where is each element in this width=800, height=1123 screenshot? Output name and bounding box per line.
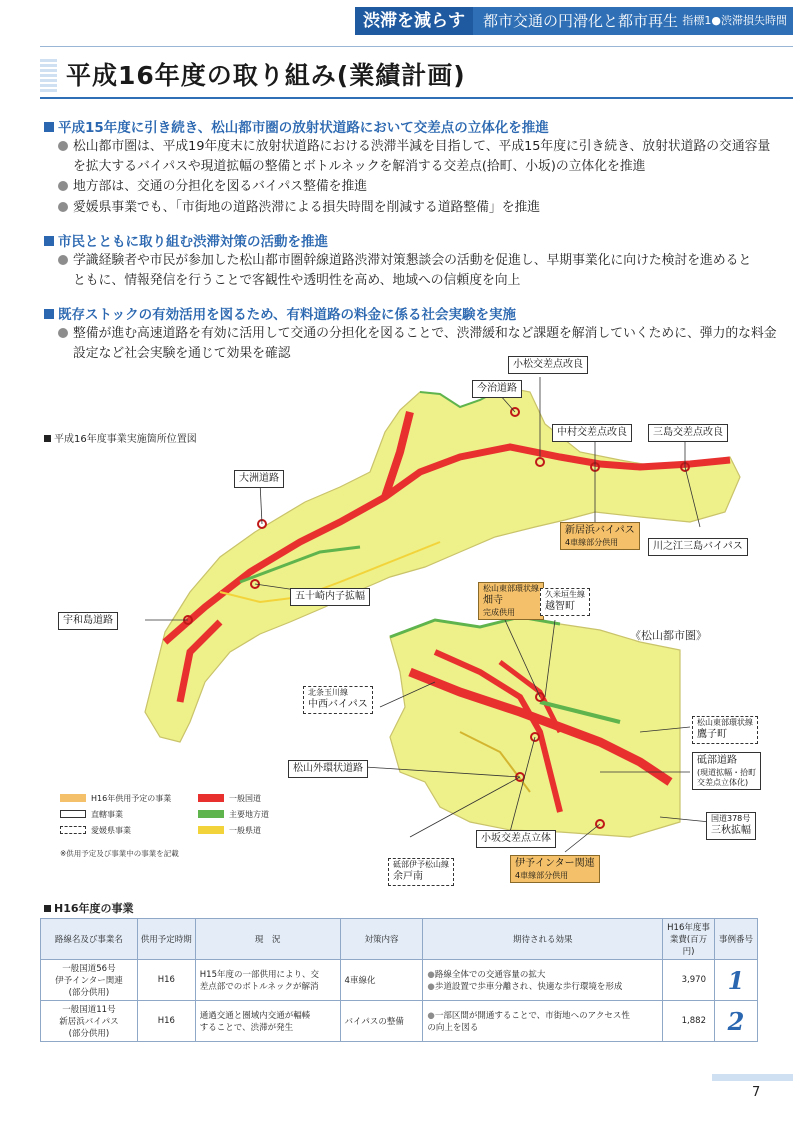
map-label-kawanoe: 川之江三島バイパス <box>648 538 748 556</box>
map-label-imabari: 今治道路 <box>472 380 522 398</box>
table-row <box>41 1001 758 1042</box>
circle-bullet-icon <box>58 255 68 265</box>
map-label-hatadera: 松山東部環状線 畑寺 完成供用 <box>478 582 544 620</box>
map-label-tobe-road: 砥部道路 (現道拡幅・拾町 交差点立体化) <box>692 752 761 790</box>
map-label-nakamura: 中村交差点改良 <box>552 424 632 442</box>
map-label-uwajima: 宇和島道路 <box>58 612 118 630</box>
title-decoration <box>40 58 57 92</box>
map-label-ochimachi: 久米垣生線 越智町 <box>540 588 590 616</box>
square-bullet-icon <box>44 905 51 912</box>
cell-measure: 4車線化 <box>340 960 423 1001</box>
map-label-mitsu: 国道378号 三秋拡幅 <box>706 812 756 840</box>
section-heading-1: 平成15年度に引き続き、松山都市圏の放射状道路において交差点の立体化を推進 <box>44 116 549 136</box>
section-heading-2: 市民とともに取り組む渋滞対策の活動を推進 <box>44 230 328 250</box>
square-bullet-icon <box>44 435 51 442</box>
square-bullet-icon <box>44 122 54 132</box>
legend-note: ※供用予定及び事業中の事業を記載 <box>60 849 179 858</box>
map-label-iyo-ic: 伊予インター関連 4車線部分供用 <box>510 855 600 883</box>
header-rule <box>40 46 793 47</box>
page-title: 平成16年度の取り組み(業績計画) <box>66 61 466 90</box>
map-label-ozu: 大洲道路 <box>234 470 284 488</box>
map-label-komatsu: 小松交差点改良 <box>508 356 588 374</box>
circle-bullet-icon: ● <box>427 1011 435 1021</box>
table-row <box>41 960 758 1001</box>
cell-period: H16 <box>137 1001 195 1042</box>
cell-case-no: 1 <box>714 960 757 1001</box>
cell-status: H15年度の一部供用により、交 差点部でのボトルネックが解消 <box>195 960 340 1001</box>
col-effects: 期待される効果 <box>423 919 663 960</box>
map-caption: 平成16年度事業実施箇所位置図 <box>44 430 197 445</box>
legend-item: H16年供用予定の事業 <box>60 793 171 804</box>
map-label-mishima: 三島交差点改良 <box>648 424 728 442</box>
bullet-item: 地方部は、交通の分担化を図るバイパス整備を推進 <box>58 177 778 197</box>
cell-route-name: 一般国道11号 新居浜バイパス (部分供用) <box>41 1001 138 1042</box>
table-header-row <box>41 919 758 960</box>
theme-tag: 渋滞を減らす <box>355 7 473 35</box>
header-indicator: 指標1●渋滞損失時間 <box>682 14 787 27</box>
footer-decoration <box>712 1074 793 1081</box>
col-period: 供用予定時期 <box>137 919 195 960</box>
table-caption: H16年度の事業 <box>44 900 134 916</box>
legend-item: 主要地方道 <box>198 809 269 820</box>
square-bullet-icon <box>44 309 54 319</box>
map-label-kosaka: 小坂交差点立体 <box>476 830 556 848</box>
circle-bullet-icon <box>58 141 68 151</box>
cell-effects: ●路線全体での交通容量の拡大 ●歩道設置で歩車分離され、快適な歩行環境を形成 <box>423 960 663 1001</box>
cell-effects: ●一部区間が開通することで、市街地へのアクセス性 の向上を図る <box>423 1001 663 1042</box>
legend-item: 一般国道 <box>198 793 261 804</box>
title-rule <box>40 97 793 99</box>
map-label-takako: 松山東部環状線 鷹子町 <box>692 716 758 744</box>
circle-bullet-icon <box>58 328 68 338</box>
bullet-item: 松山都市圏は、平成19年度末に放射状道路における渋滞半減を目指して、平成15年度に引き続き、放射状道路の交通容量 を拡大するバイパスや現道拡幅の整備とボトルネックを解消する交差点(拾町、小坂)の立体化を推進 <box>58 137 778 177</box>
map-label-nakanishi: 北条玉川線 中西バイパス <box>303 686 373 714</box>
cell-case-no: 2 <box>714 1001 757 1042</box>
cell-cost: 3,970 <box>663 960 715 1001</box>
map-label-outer-ring: 松山外環状道路 <box>288 760 368 778</box>
legend-item: 愛媛県事業 <box>60 825 131 836</box>
bullet-item: 愛媛県事業でも、「市街地の道路渋滞による損失時間を削減する道路整備」を推進 <box>58 198 778 218</box>
circle-bullet-icon: ● <box>427 970 435 980</box>
region-note: 《松山都市圏》 <box>630 629 707 642</box>
cell-measure: バイパスの整備 <box>340 1001 423 1042</box>
circle-bullet-icon <box>58 202 68 212</box>
map-label-niihama: 新居浜バイパス 4車線部分供用 <box>560 522 640 550</box>
section-heading-3: 既存ストックの有効活用を図るため、有料道路の料金に係る社会実験を実施 <box>44 303 516 323</box>
square-bullet-icon <box>44 236 54 246</box>
header-band <box>355 7 793 35</box>
legend-item: 直轄事業 <box>60 809 123 820</box>
col-status: 現 況 <box>195 919 340 960</box>
map-label-ikazaki: 五十崎内子拡幅 <box>290 588 370 606</box>
cell-route-name: 一般国道56号 伊予インター関連 (部分供用) <box>41 960 138 1001</box>
circle-bullet-icon: ● <box>427 982 435 992</box>
col-route-name: 路線名及び事業名 <box>41 919 138 960</box>
cell-period: H16 <box>137 960 195 1001</box>
col-cost: H16年度事業費(百万円) <box>663 919 715 960</box>
legend-item: 一般県道 <box>198 825 261 836</box>
projects-table <box>40 918 758 1042</box>
cell-cost: 1,882 <box>663 1001 715 1042</box>
cell-status: 通過交通と圏域内交通が輻輳 することで、渋滞が発生 <box>195 1001 340 1042</box>
header-subtitle: 都市交通の円滑化と都市再生 <box>483 12 679 30</box>
circle-bullet-icon <box>58 181 68 191</box>
col-measure: 対策内容 <box>340 919 423 960</box>
bullet-item: 学識経験者や市民が参加した松山都市圏幹線道路渋滞対策懇談会の活動を促進し、早期事業化に向けた検討を進めると ともに、情報発信を行うことで客観性や透明性を高め、地域への信頼度を向上 <box>58 251 778 291</box>
col-case-no: 事例番号 <box>714 919 757 960</box>
bullet-item: 整備が進む高速道路を有効に活用して交通の分担化を図ることで、渋滞緩和など課題を解消していくために、弾力的な料金 設定など社会実験を通じて効果を確認 <box>58 324 778 364</box>
page-number: 7 <box>752 1085 761 1100</box>
map-label-yoto: 砥部伊予松山線 余戸南 <box>388 858 454 886</box>
